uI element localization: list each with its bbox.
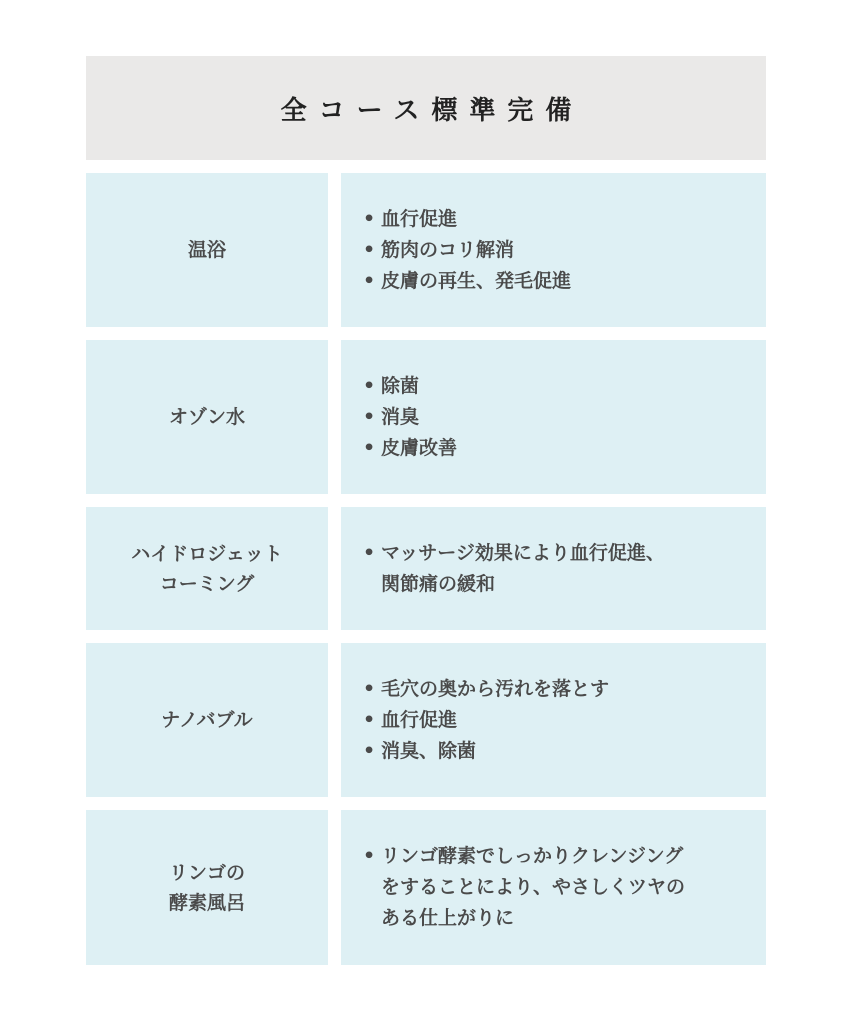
list-item — [361, 204, 571, 235]
benefit-list — [361, 674, 609, 767]
list-item-text: 除菌 — [381, 374, 420, 397]
bullet-icon: • — [363, 739, 376, 762]
benefit-list — [361, 538, 665, 600]
row-content-cell — [341, 810, 766, 965]
table-row — [86, 643, 766, 797]
bullet-icon: • — [363, 436, 376, 459]
bullet-icon: • — [363, 374, 376, 397]
bullet-icon: • — [363, 405, 376, 428]
bullet-icon: • — [363, 845, 376, 867]
bullet-icon: • — [363, 677, 376, 700]
list-item — [361, 235, 571, 266]
list-item — [361, 841, 685, 934]
table-row — [86, 340, 766, 494]
bullet-icon: • — [363, 708, 376, 731]
list-item-text: 筋肉のコリ解消 — [381, 238, 515, 261]
row-label-cell — [86, 340, 328, 494]
row-content-cell — [341, 173, 766, 327]
list-item — [361, 402, 457, 433]
row-content-cell — [341, 507, 766, 630]
list-item — [361, 266, 571, 297]
list-item-text: 皮膚の再生、発毛促進 — [381, 269, 572, 292]
row-label: ハイドロジェット コーミング — [131, 542, 283, 595]
list-item-text: 皮膚改善 — [381, 436, 458, 459]
list-item-text: 消臭 — [381, 405, 420, 428]
page-title: 全コース標準完備 — [280, 95, 584, 126]
bullet-icon: • — [363, 541, 376, 564]
list-item — [361, 538, 665, 600]
list-item-text: マッサージ効果により血行促進、 関節痛の緩和 — [381, 541, 665, 595]
row-content-cell — [341, 643, 766, 797]
row-label-cell — [86, 643, 328, 797]
benefit-list — [361, 371, 457, 464]
bullet-icon: • — [363, 238, 376, 261]
list-item-text: 血行促進 — [381, 207, 458, 230]
row-label-cell — [86, 810, 328, 965]
row-label-cell — [86, 173, 328, 327]
list-item-text: 血行促進 — [381, 708, 458, 731]
row-content-cell — [341, 340, 766, 494]
row-label: 温浴 — [187, 239, 226, 261]
row-label: オゾン水 — [168, 406, 245, 428]
benefit-list — [361, 204, 571, 297]
row-label: ナノバブル — [161, 709, 253, 731]
row-label: リンゴの 酵素風呂 — [168, 861, 245, 914]
list-item-text: リンゴ酵素でしっかりクレンジング をすることにより、やさしくツヤの ある仕上がりに — [381, 845, 686, 929]
table-row — [86, 810, 766, 965]
benefit-list — [361, 841, 685, 934]
row-label-cell — [86, 507, 328, 630]
list-item-text: 毛穴の奥から汚れを落とす — [381, 677, 610, 700]
bullet-icon: • — [363, 207, 376, 230]
list-item — [361, 736, 609, 767]
list-item — [361, 371, 457, 402]
bullet-icon: • — [363, 269, 376, 292]
list-item — [361, 433, 457, 464]
table-row — [86, 507, 766, 630]
table-header — [86, 56, 766, 160]
list-item — [361, 674, 609, 705]
table-row — [86, 173, 766, 327]
list-item-text: 消臭、除菌 — [381, 739, 477, 762]
list-item — [361, 705, 609, 736]
